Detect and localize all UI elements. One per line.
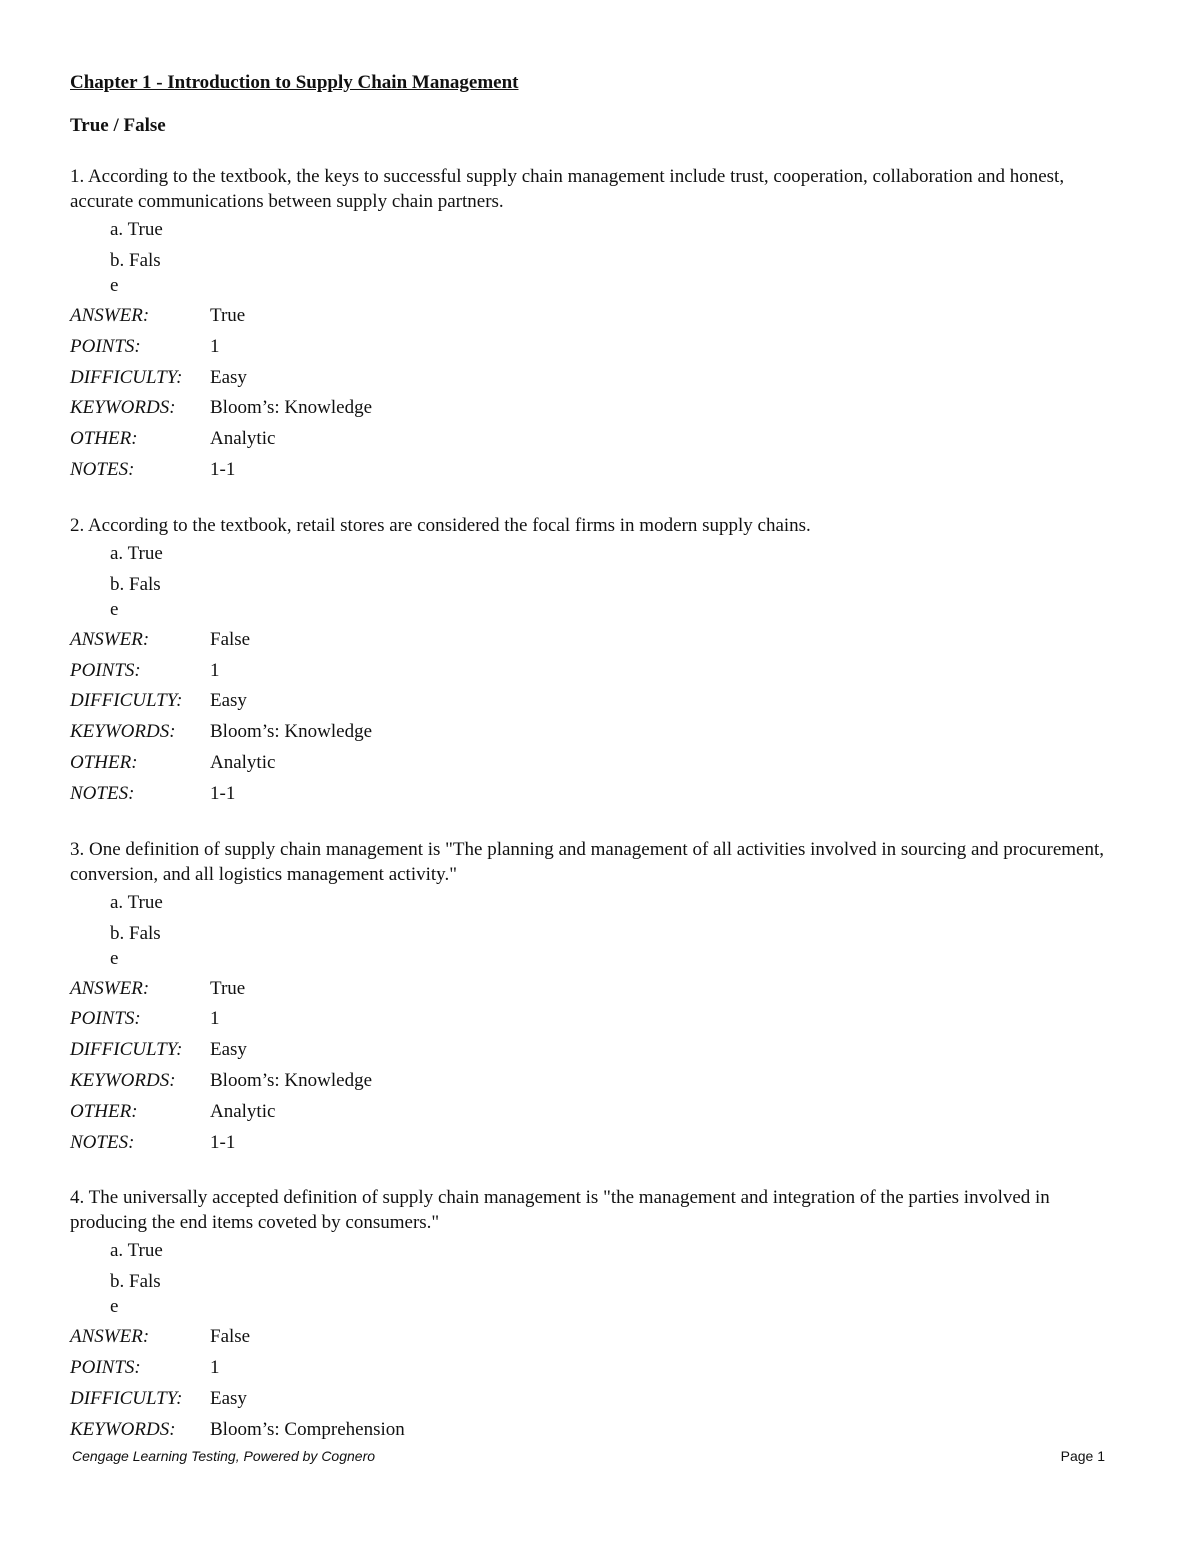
other-row bbox=[70, 748, 1130, 779]
option-b-label: b. False bbox=[110, 922, 161, 969]
notes-label: NOTES: bbox=[70, 782, 135, 804]
answer-value: True bbox=[210, 305, 246, 326]
notes-value: 1-1 bbox=[210, 458, 236, 480]
keywords-row bbox=[70, 393, 1130, 424]
keywords-label: KEYWORDS: bbox=[70, 1069, 176, 1091]
answer-label: ANSWER: bbox=[70, 305, 150, 326]
page-footer bbox=[72, 1446, 1105, 1466]
question-metadata bbox=[70, 974, 1130, 1159]
answer-row bbox=[70, 301, 1130, 332]
answer-options bbox=[110, 215, 1130, 298]
notes-row bbox=[70, 455, 1130, 486]
keywords-row bbox=[70, 1066, 1130, 1097]
keywords-row bbox=[70, 1415, 1130, 1446]
other-value: Analytic bbox=[210, 751, 276, 773]
question-stem: 3. One definition of supply chain management is "The planning and management of all activities involved in sourcing and procurement, conversion, and all logistics management activity." bbox=[70, 838, 1105, 885]
keywords-value: Bloom’s: Knowledge bbox=[210, 721, 373, 743]
points-value: 1 bbox=[210, 1008, 220, 1030]
other-label: OTHER: bbox=[70, 428, 138, 450]
keywords-value: Bloom’s: Knowledge bbox=[210, 1069, 373, 1091]
difficulty-value: Easy bbox=[210, 366, 247, 388]
difficulty-label: DIFFICULTY: bbox=[70, 1387, 183, 1409]
keywords-value: Bloom’s: Knowledge bbox=[210, 397, 373, 419]
question-4 bbox=[70, 1185, 1130, 1445]
document-page bbox=[70, 70, 1130, 1473]
answer-row bbox=[70, 974, 1130, 1005]
keywords-row bbox=[70, 717, 1130, 748]
points-label: POINTS: bbox=[70, 335, 141, 357]
difficulty-value: Easy bbox=[210, 1387, 247, 1409]
points-row bbox=[70, 1353, 1130, 1384]
question-metadata bbox=[70, 1322, 1130, 1445]
option-b-label: b. False bbox=[110, 1271, 161, 1318]
answer-options bbox=[110, 1236, 1130, 1319]
option-a: a. True bbox=[110, 1240, 163, 1262]
option-a: a. True bbox=[110, 542, 163, 564]
page-number: Page 1 bbox=[1060, 1448, 1105, 1464]
answer-options bbox=[110, 888, 1130, 971]
difficulty-label: DIFFICULTY: bbox=[70, 1039, 183, 1061]
answer-value: True bbox=[210, 977, 246, 999]
answer-label: ANSWER: bbox=[70, 977, 150, 999]
keywords-value: Bloom’s: Comprehension bbox=[210, 1418, 405, 1440]
other-row bbox=[70, 424, 1130, 455]
keywords-label: KEYWORDS: bbox=[70, 1418, 176, 1440]
answer-row bbox=[70, 625, 1130, 656]
question-stem: 4. The universally accepted definition of supply chain management is "the management and integration of the parties involved in producing the end items coveted by consumers." bbox=[70, 1187, 1050, 1234]
difficulty-label: DIFFICULTY: bbox=[70, 690, 183, 712]
points-label: POINTS: bbox=[70, 1357, 141, 1379]
question-3 bbox=[70, 837, 1130, 1159]
option-b bbox=[110, 569, 1130, 622]
question-stem: 2. According to the textbook, retail stores are considered the focal firms in modern supply chains. bbox=[70, 514, 811, 536]
other-value: Analytic bbox=[210, 1100, 276, 1122]
answer-row bbox=[70, 1322, 1130, 1353]
option-a: a. True bbox=[110, 891, 163, 913]
points-row bbox=[70, 656, 1130, 687]
notes-value: 1-1 bbox=[210, 782, 236, 804]
notes-row bbox=[70, 1128, 1130, 1159]
option-b bbox=[110, 1266, 1130, 1319]
notes-value: 1-1 bbox=[210, 1131, 236, 1153]
difficulty-row bbox=[70, 363, 1130, 394]
answer-options bbox=[110, 539, 1130, 622]
option-a: a. True bbox=[110, 219, 163, 240]
keywords-label: KEYWORDS: bbox=[70, 721, 176, 743]
difficulty-value: Easy bbox=[210, 690, 247, 712]
question-stem: 1. According to the textbook, the keys to successful supply chain management include trust, cooperation, collaboration and honest, accurate communications between supply chain partners. bbox=[70, 166, 1065, 212]
points-value: 1 bbox=[210, 659, 220, 681]
option-b-label: b. False bbox=[110, 573, 161, 620]
keywords-label: KEYWORDS: bbox=[70, 397, 176, 419]
points-value: 1 bbox=[210, 1357, 220, 1379]
points-row bbox=[70, 1004, 1130, 1035]
question-2 bbox=[70, 513, 1130, 810]
chapter-title: Chapter 1 - Introduction to Supply Chain Management bbox=[70, 72, 519, 93]
difficulty-row bbox=[70, 686, 1130, 717]
answer-label: ANSWER: bbox=[70, 628, 150, 650]
notes-row bbox=[70, 779, 1130, 810]
answer-value: False bbox=[210, 628, 251, 650]
difficulty-value: Easy bbox=[210, 1039, 247, 1061]
points-label: POINTS: bbox=[70, 1008, 141, 1030]
answer-label: ANSWER: bbox=[70, 1326, 150, 1348]
option-b bbox=[110, 918, 1130, 971]
other-row bbox=[70, 1097, 1130, 1128]
other-label: OTHER: bbox=[70, 1100, 138, 1122]
question-metadata bbox=[70, 301, 1130, 486]
footer-publisher: Cengage Learning Testing, Powered by Cognero bbox=[72, 1448, 376, 1464]
option-b bbox=[110, 245, 1130, 298]
difficulty-row bbox=[70, 1384, 1130, 1415]
points-row bbox=[70, 332, 1130, 363]
difficulty-row bbox=[70, 1035, 1130, 1066]
difficulty-label: DIFFICULTY: bbox=[70, 366, 183, 388]
answer-value: False bbox=[210, 1326, 251, 1348]
question-metadata bbox=[70, 625, 1130, 810]
question-1 bbox=[70, 164, 1130, 486]
other-value: Analytic bbox=[210, 428, 276, 450]
option-b-label: b. False bbox=[110, 250, 161, 296]
section-title: True / False bbox=[70, 115, 166, 136]
points-value: 1 bbox=[210, 335, 220, 357]
notes-label: NOTES: bbox=[70, 1131, 135, 1153]
other-label: OTHER: bbox=[70, 751, 138, 773]
points-label: POINTS: bbox=[70, 659, 141, 681]
notes-label: NOTES: bbox=[70, 458, 135, 480]
